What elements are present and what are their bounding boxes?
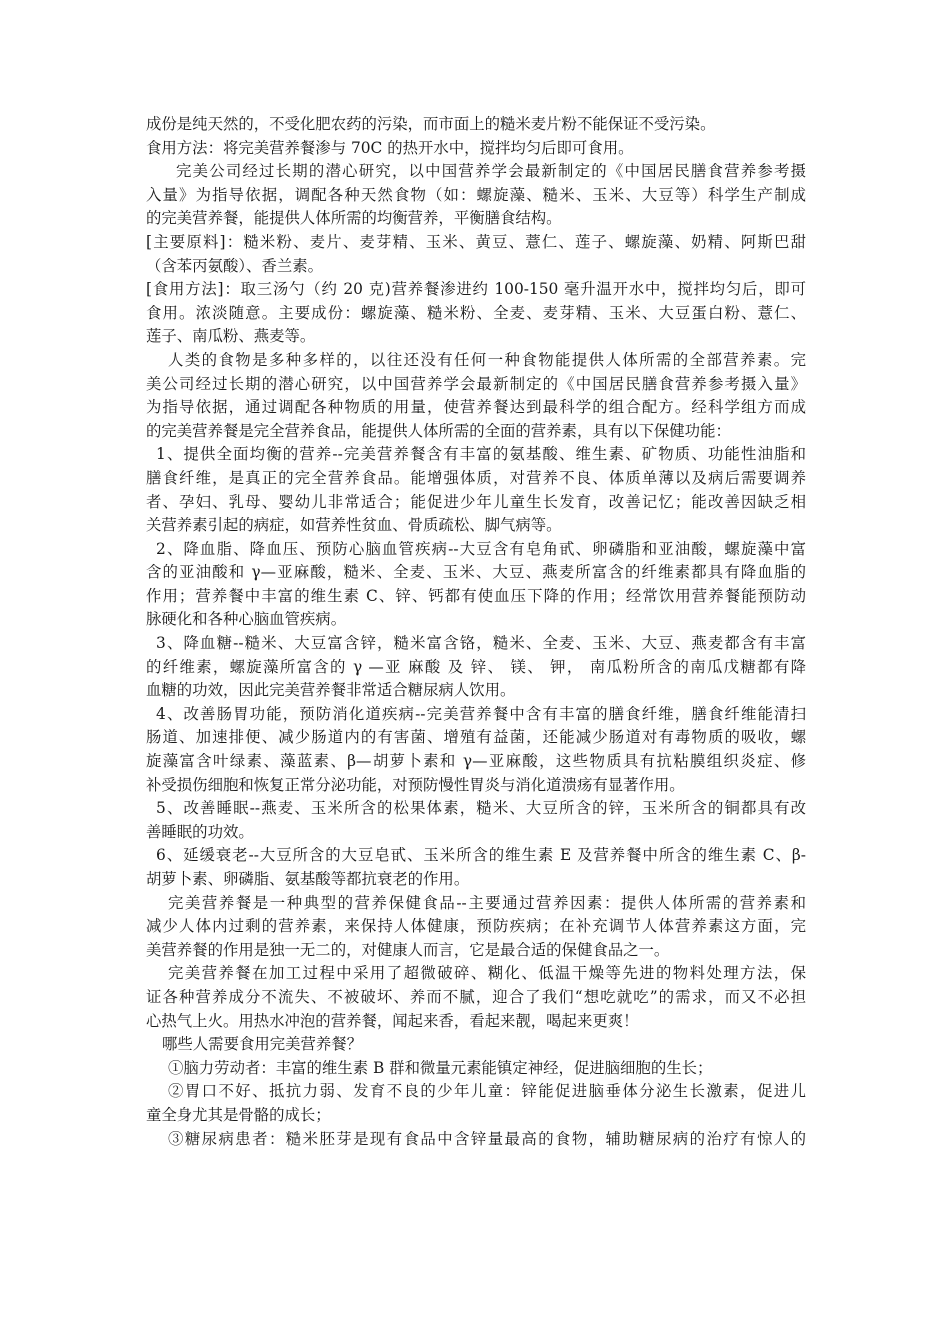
text-line: 减少人体内过剩的营养素，来保持人体健康，预防疾病；在补充调节人体营养素这方面，完 [146,917,806,936]
text-line: 哪些人需要食用完美营养餐？ [162,1035,363,1054]
text-line: 作用；营养餐中丰富的维生素 C、锌、钙都有使血压下降的作用；经常饮用营养餐能预防动 [146,586,806,605]
text-line: 证各种营养成分不流失、不被破坏、养而不腻，迎合了我们“想吃就吃”的需求，而又不必担 [146,987,806,1006]
text-line: 入量》为指导依据，调配各种天然食物（如：螺旋藻、糙米、玉米、大豆等）科学生产制成 [146,185,806,204]
text-line: 人类的食物是多种多样的，以往还没有任何一种食物能提供人体所需的全部营养素。完 [168,350,806,369]
text-line: （含苯丙氨酸）、香兰素。 [146,256,323,275]
text-line: ③糖尿病患者：糙米胚芽是现有食品中含锌量最高的食物，辅助糖尿病的治疗有惊人的 [168,1129,806,1148]
text-line: 者、孕妇、乳母、婴幼儿非常适合；能促进少年儿童生长发育，改善记忆；能改善因缺乏相 [146,492,806,511]
text-line: 补受损伤细胞和恢复正常分泌功能，对预防慢性胃炎与消化道溃疡有显著作用。 [146,775,685,794]
text-line: 心热气上火。用热水冲泡的营养餐，闻起来香，看起来靓，喝起来更爽！ [146,1011,639,1030]
text-line: 血糖的功效，因此完美营养餐非常适合糖尿病人饮用。 [146,681,516,700]
text-line: 完美营养餐是一种典型的营养保健食品--主要通过营养因素：提供人体所需的营养素和 [168,893,806,912]
text-line: 美公司经过长期的潜心研究，以中国营养学会最新制定的《中国居民膳食营养参考摄入量》 [146,374,806,393]
text-line: 5、改善睡眠--燕麦、玉米所含的松果体素，糙米、大豆所含的锌，玉米所含的铜都具有改 [156,799,806,818]
text-line: 成份是纯天然的，不受化肥农药的污染，而市面上的糙米麦片粉不能保证不受污染。 [146,115,716,133]
text-line: ②胃口不好、抵抗力弱、发育不良的少年儿童：锌能促进脑垂体分泌生长激素，促进儿 [168,1082,806,1101]
text-line: 完美公司经过长期的潜心研究，以中国营养学会最新制定的《中国居民膳食营养参考摄 [176,162,806,181]
text-line: 胡萝卜素、卵磷脂、氨基酸等都抗衰老的作用。 [146,870,470,888]
document-body [146,113,806,1151]
text-line: 的完美营养餐是完全营养食品，能提供人体所需的全面的营养素，具有以下保健功能： [146,421,731,440]
text-line: 食用方法：将完美营养餐渗与 70C 的热开水中，搅拌均匀后即可食用。 [146,138,634,157]
text-line: 莲子、南瓜粉、燕麦等。 [146,327,316,346]
text-line: 的纤维素，螺旋藻所富含的 γ —亚 麻酸 及 锌、 镁、 钾， 南瓜粉所含的南瓜戊糖都有降 [146,657,806,676]
text-line: 的完美营养餐，能提供人体所需的均衡营养，平衡膳食结构。 [146,209,562,228]
text-line: ①脑力劳动者：丰富的维生素 B 群和微量元素能镇定神经，促进脑细胞的生长； [168,1058,713,1077]
text-line: 6、延缓衰老--大豆所含的大豆皂甙、玉米所含的维生素 E 及营养餐中所含的维生素 C、β- [156,846,806,865]
text-line: 食用。浓淡随意。主要成份：螺旋藻、糙米粉、全麦、麦芽精、玉米、大豆蛋白粉、薏仁、 [146,303,806,322]
text-line: 脉硬化和各种心脑血管疾病。 [146,610,347,629]
text-line: 肠道、加速排便、减少肠道内的有害菌、增殖有益菌，还能减少肠道对有毒物质的吸收，螺 [146,728,806,747]
text-line: 2、降血脂、降血压、预防心脑血管疾病--大豆含有皂角甙、卵磷脂和亚油酸，螺旋藻中富 [156,539,806,558]
text-line: 完美营养餐在加工过程中采用了超微破碎、糊化、低温干燥等先进的物料处理方法，保 [168,964,806,983]
text-line: 3、降血糖--糙米、大豆富含锌，糙米富含铬，糙米、全麦、玉米、大豆、燕麦都含有丰富 [156,634,806,653]
text-line: 旋藻富含叶绿素、藻蓝素、β—胡萝卜素和 γ—亚麻酸，这些物质具有抗粘膜组织炎症、修 [146,752,806,771]
text-line: [主要原料]：糙米粉、麦片、麦芽精、玉米、黄豆、薏仁、莲子、螺旋藻、奶精、阿斯巴甜 [146,232,806,251]
text-line: 膳食纤维，是真正的完全营养食品。能增强体质，对营养不良、体质单薄以及病后需要调养 [146,468,806,487]
text-line: 为指导依据，通过调配各种物质的用量，使营养餐达到最科学的组合配方。经科学组方而成 [146,398,806,417]
text-line: 4、改善肠胃功能，预防消化道疾病--完美营养餐中含有丰富的膳食纤维，膳食纤维能清扫 [156,704,806,723]
text-line: [食用方法]：取三汤勺（约 20 克)营养餐渗进约 100-150 毫升温开水中，搅拌均匀后，即可 [146,280,806,299]
text-line: 1、提供全面均衡的营养--完美营养餐含有丰富的氨基酸、维生素、矿物质、功能性油脂和 [156,445,806,464]
text-line: 善睡眠的功效。 [146,822,254,841]
text-line: 含的亚油酸和 γ—亚麻酸，糙米、全麦、玉米、大豆、燕麦所富含的纤维素都具有降血脂的 [146,563,806,582]
text-line: 童全身尤其是骨骼的成长； [146,1105,331,1124]
text-line: 关营养素引起的病症，如营养性贫血、骨质疏松、脚气病等。 [146,516,562,535]
text-line: 美营养餐的作用是独一无二的，对健康人而言，它是最合适的保健食品之一。 [146,940,670,959]
